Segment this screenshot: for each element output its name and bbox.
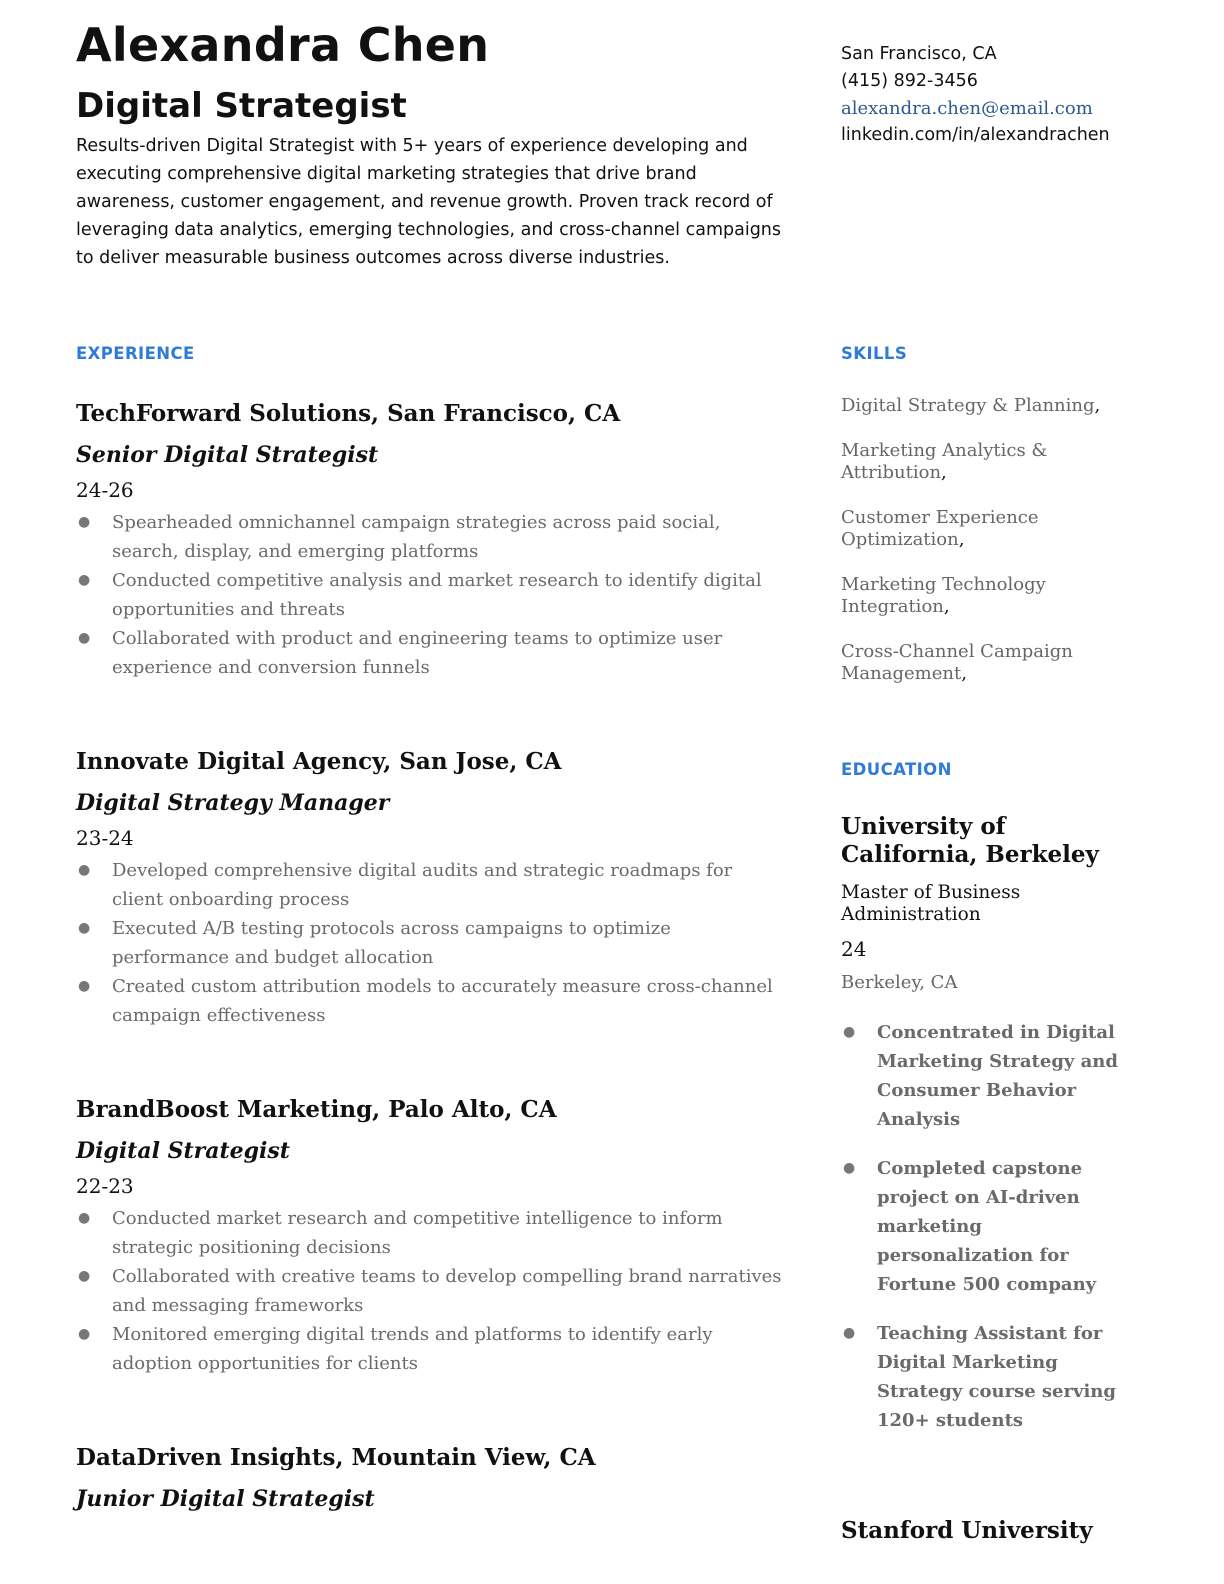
skill-name: Customer Experience Optimization — [841, 507, 1039, 550]
bullet-icon: ● — [78, 1326, 91, 1342]
skill-name: Cross-Channel Campaign Management — [841, 641, 1073, 684]
edu-year: 24 — [841, 937, 867, 961]
edu-bullet-text: Concentrated in Digital Marketing Strategy and Consumer Behavior Analysis — [877, 1022, 1118, 1130]
skill-separator: , — [941, 462, 947, 483]
job-entry — [76, 399, 786, 682]
contact-location: San Francisco, CA — [841, 44, 997, 64]
skill-separator: , — [1094, 395, 1101, 416]
job-bullet-text: Collaborated with creative teams to develop compelling brand narratives and messaging frameworks — [112, 1266, 782, 1316]
job-dates: 23-24 — [76, 826, 134, 850]
bullet-icon: ● — [78, 920, 91, 936]
skill-item — [841, 641, 1141, 685]
job-bullet-text: Spearheaded omnichannel campaign strategies across paid social, search, display, and emerging platforms — [112, 512, 721, 562]
job-bullet — [76, 624, 786, 682]
job-bullets — [76, 856, 786, 1030]
bullet-icon: ● — [78, 978, 91, 994]
edu-school: Stanford University — [841, 1517, 1093, 1544]
edu-location: Berkeley, CA — [841, 972, 958, 993]
job-company: DataDriven Insights, Mountain View, CA — [76, 1444, 596, 1471]
job-role: Junior Digital Strategist — [76, 1486, 375, 1512]
bullet-icon: ● — [843, 1024, 856, 1040]
bullet-icon: ● — [78, 1210, 91, 1226]
job-bullet-text: Conducted market research and competitive intelligence to inform strategic positioning decisions — [112, 1208, 723, 1258]
skill-separator: , — [961, 663, 967, 684]
job-role: Digital Strategist — [76, 1138, 290, 1164]
job-bullet-text: Conducted competitive analysis and market research to identify digital opportunities and threats — [112, 570, 762, 620]
skill-separator: , — [958, 529, 965, 550]
skills-list — [841, 395, 1141, 708]
candidate-title: Digital Strategist — [76, 86, 407, 126]
job-company: BrandBoost Marketing, Palo Alto, CA — [76, 1096, 557, 1123]
skill-name: Marketing Analytics & Attribution — [841, 440, 1048, 483]
job-bullets — [76, 1204, 786, 1378]
job-bullet — [76, 508, 786, 566]
edu-bullet — [841, 1319, 1141, 1435]
job-role: Senior Digital Strategist — [76, 442, 379, 468]
experience-heading: EXPERIENCE — [76, 344, 195, 363]
bullet-icon: ● — [78, 514, 91, 530]
job-dates: 22-23 — [76, 1174, 134, 1198]
skill-name: Digital Strategy & Planning — [841, 395, 1095, 416]
skill-separator: , — [943, 596, 950, 617]
job-company: TechForward Solutions, San Francisco, CA — [76, 400, 621, 427]
job-entry — [76, 1443, 786, 1514]
skill-item — [841, 395, 1141, 417]
education-entry — [841, 1517, 1141, 1545]
bullet-icon: ● — [843, 1160, 856, 1176]
skill-name: Marketing Technology Integration — [841, 574, 1046, 617]
candidate-name: Alexandra Chen — [76, 18, 490, 72]
education-entry — [841, 813, 1141, 1455]
job-bullet-text: Executed A/B testing protocols across campaigns to optimize performance and budget allocation — [112, 918, 671, 968]
job-bullet — [76, 1204, 786, 1262]
professional-summary: Results-driven Digital Strategist with 5+ years of experience developing and executing comprehensive digital marketing strategies that drive brand awareness, customer engagement, and revenue growth. Proven track record of leveraging data analytics, emerging technologies, and cross-channel campaigns to deliver measurable business outcomes across diverse industries. — [76, 136, 782, 268]
job-bullets — [76, 508, 786, 682]
edu-degree: Master of Business Administration — [841, 882, 1021, 925]
skill-item — [841, 440, 1141, 484]
job-entry — [76, 1095, 786, 1378]
bullet-icon: ● — [78, 630, 91, 646]
job-bullet-text: Developed comprehensive digital audits and strategic roadmaps for client onboarding process — [112, 860, 733, 910]
edu-bullet — [841, 1154, 1141, 1299]
skill-item — [841, 507, 1141, 551]
education-heading: EDUCATION — [841, 760, 952, 779]
contact-phone: (415) 892-3456 — [841, 71, 978, 91]
job-bullet — [76, 1320, 786, 1378]
job-bullet — [76, 856, 786, 914]
edu-school: University of California, Berkeley — [841, 813, 1099, 868]
skill-item — [841, 574, 1141, 618]
edu-bullets — [841, 1018, 1141, 1435]
job-entry — [76, 747, 786, 1030]
bullet-icon: ● — [78, 862, 91, 878]
job-bullet-text: Monitored emerging digital trends and platforms to identify early adoption opportunities for clients — [112, 1324, 713, 1374]
job-role: Digital Strategy Manager — [76, 790, 390, 816]
contact-email-link[interactable]: alexandra.chen@email.com — [841, 98, 1093, 119]
contact-linkedin: linkedin.com/in/alexandrachen — [841, 125, 1110, 145]
edu-bullet-text: Completed capstone project on AI-driven marketing personalization for Fortune 500 company — [877, 1158, 1097, 1295]
skills-heading: SKILLS — [841, 344, 908, 363]
job-bullet — [76, 972, 786, 1030]
job-company: Innovate Digital Agency, San Jose, CA — [76, 748, 562, 775]
job-dates: 24-26 — [76, 478, 134, 502]
job-bullet — [76, 1262, 786, 1320]
edu-bullet-text: Teaching Assistant for Digital Marketing Strategy course serving 120+ students — [877, 1323, 1116, 1431]
bullet-icon: ● — [78, 1268, 91, 1284]
contact-info — [841, 41, 1181, 149]
job-bullet — [76, 914, 786, 972]
edu-bullet — [841, 1018, 1141, 1134]
job-bullet — [76, 566, 786, 624]
job-bullet-text: Collaborated with product and engineering teams to optimize user experience and conversion funnels — [112, 628, 723, 678]
bullet-icon: ● — [78, 572, 91, 588]
bullet-icon: ● — [843, 1325, 856, 1341]
job-bullet-text: Created custom attribution models to accurately measure cross-channel campaign effectiveness — [112, 976, 773, 1026]
